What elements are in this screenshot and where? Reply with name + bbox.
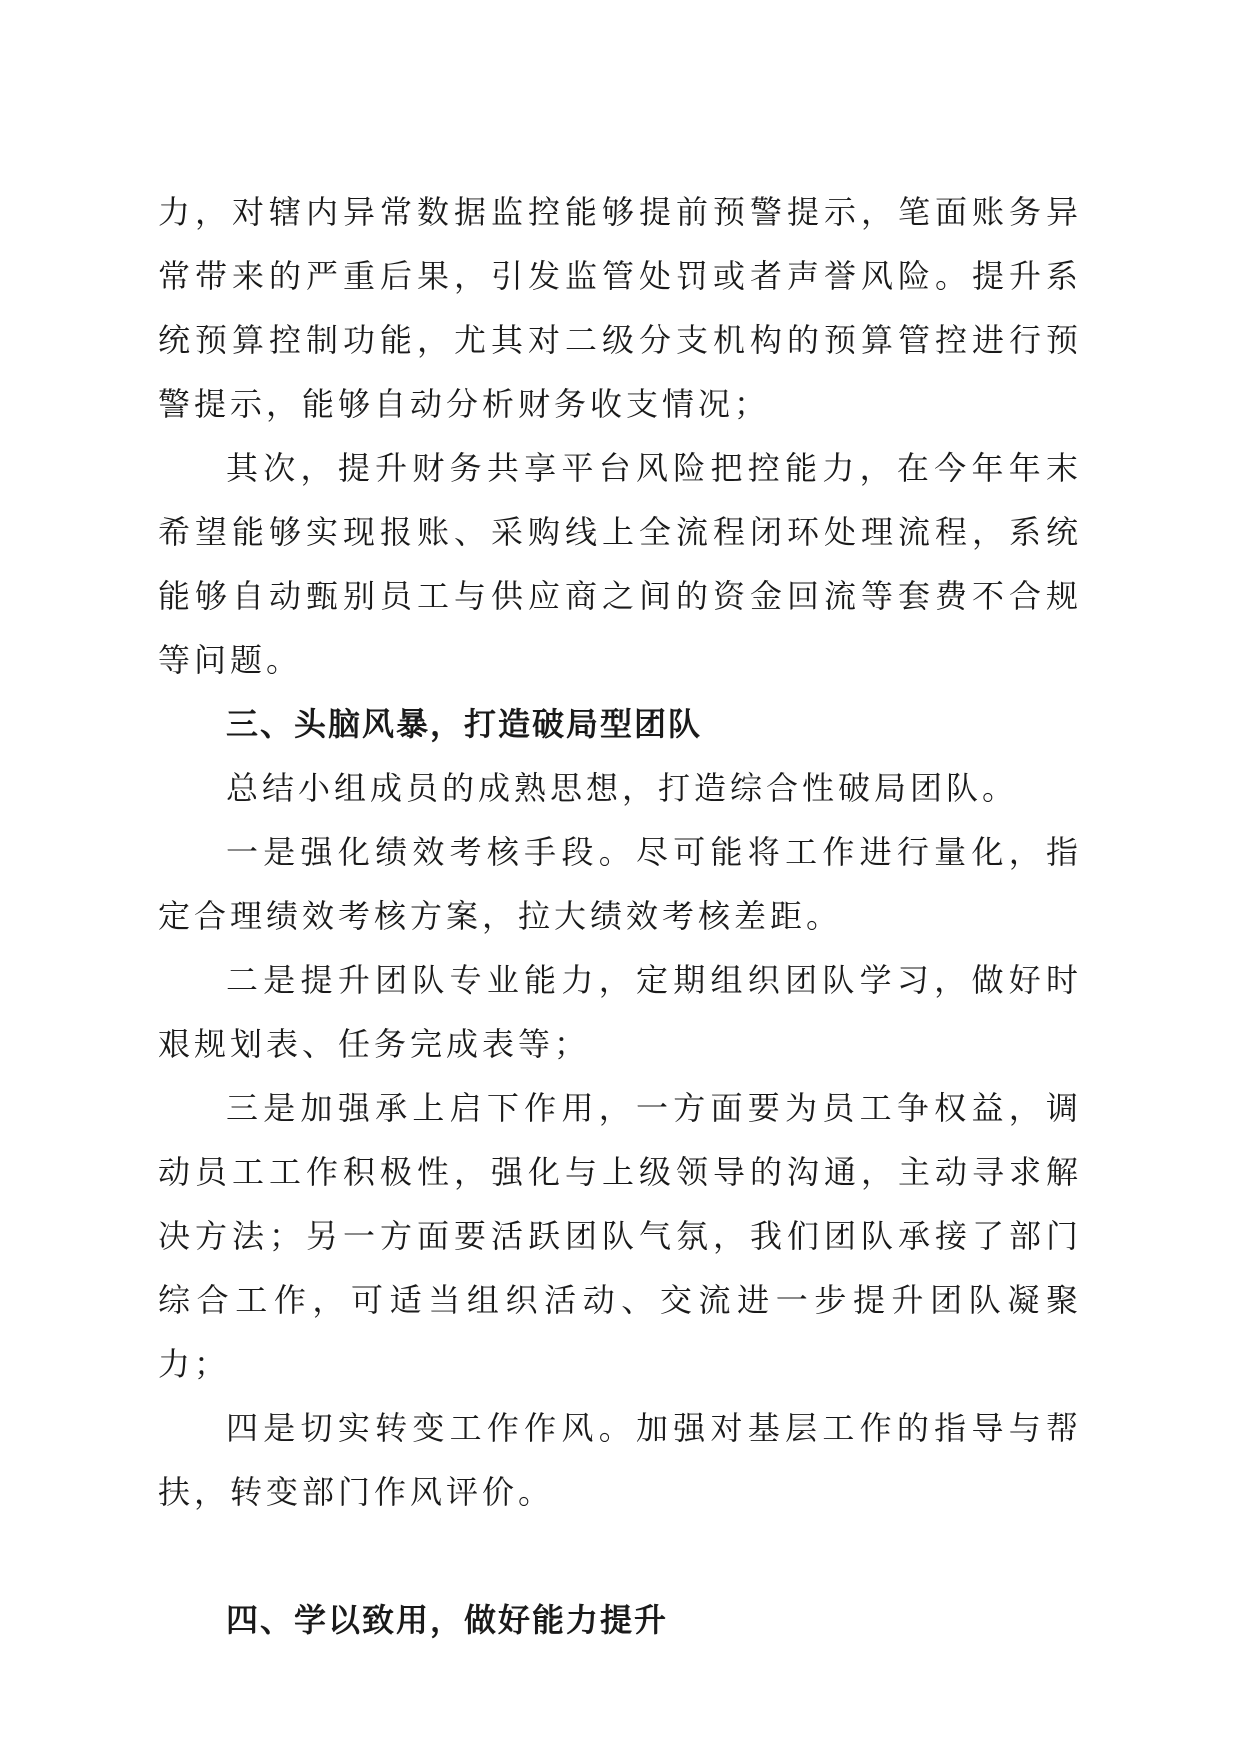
paragraph-continuation: 力，对辖内异常数据监控能够提前预警提示，笔面账务异常带来的严重后果，引发监管处罚或者声誉风险。提升系统预算控制功能，尤其对二级分支机构的预算管控进行预警提示，能够自动分析财务收支情况；: [158, 193, 1082, 423]
section-spacer: [158, 1524, 1082, 1588]
section-heading-3: 三、头脑风暴，打造破局型团队: [226, 705, 703, 743]
document-body: [158, 180, 1082, 1652]
paragraph-team-summary: 总结小组成员的成熟思想，打造综合性破局团队。: [226, 769, 1019, 807]
paragraph-item-3: 三是加强承上启下作用，一方面要为员工争权益，调动员工工作积极性，强化与上级领导的沟通，主动寻求解决方法；另一方面要活跃团队气氛，我们团队承接了部门综合工作，可适当组织活动、交流进一步提升团队凝聚力；: [158, 1089, 1082, 1383]
paragraph-item-1: 一是强化绩效考核手段。尽可能将工作进行量化，指定合理绩效考核方案，拉大绩效考核差距。: [158, 833, 1082, 935]
paragraph-item-2: 二是提升团队专业能力，定期组织团队学习，做好时艰规划表、任务完成表等；: [158, 961, 1082, 1063]
paragraph-finance-sharing-risk: 其次，提升财务共享平台风险把控能力，在今年年末希望能够实现报账、采购线上全流程闭环处理流程，系统能够自动甄别员工与供应商之间的资金回流等套费不合规等问题。: [158, 449, 1082, 679]
section-heading-4: 四、学以致用，做好能力提升: [226, 1601, 669, 1639]
paragraph-item-4: 四是切实转变工作作风。加强对基层工作的指导与帮扶，转变部门作风评价。: [158, 1409, 1082, 1511]
